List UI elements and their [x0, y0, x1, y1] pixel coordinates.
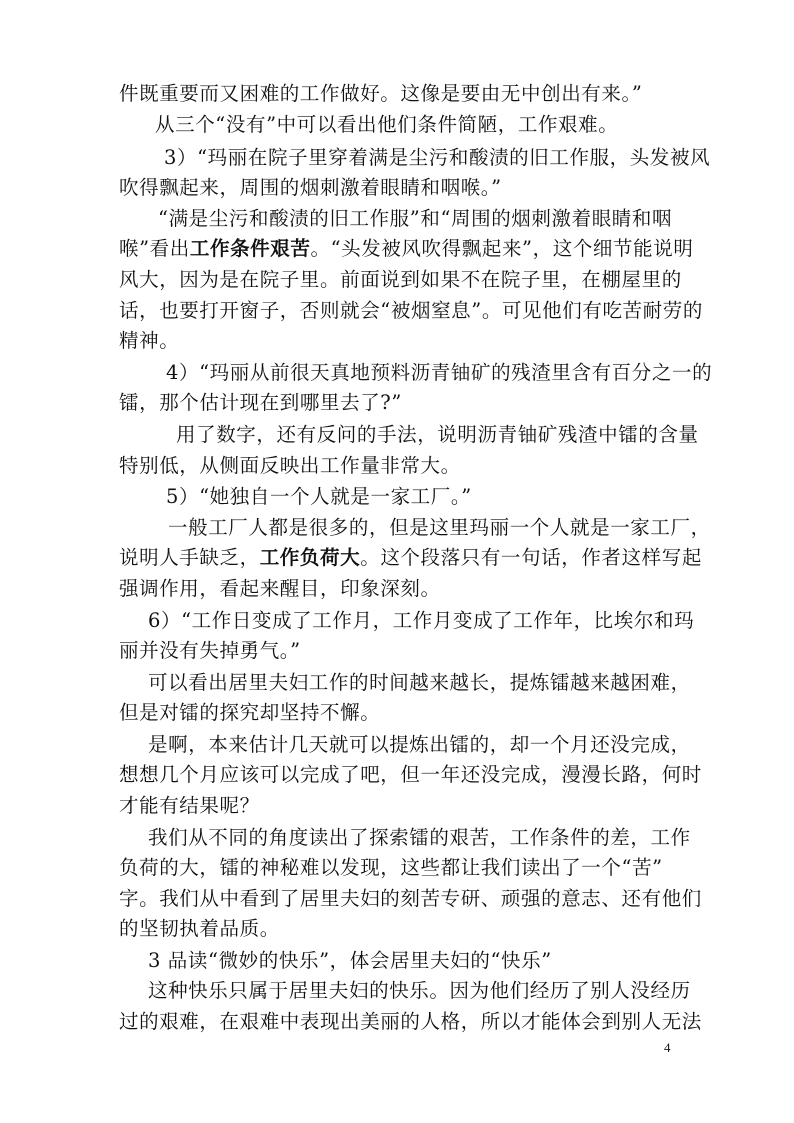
text-line [148, 979, 691, 1003]
text-line [119, 268, 682, 292]
text-run: 负荷的大，镭的神秘难以发现，这些都让我们读出了一个“苦” [119, 856, 663, 879]
text-line [119, 454, 461, 478]
text-run: “满是尘污和酸渍的旧工作服”和“周围的烟刺激着眼睛和咽 [158, 207, 673, 230]
text-run: 喉”看出 [119, 237, 190, 260]
text-line [119, 701, 380, 725]
text-line [119, 763, 702, 787]
text-line [148, 949, 552, 973]
text-run: 是啊，本来估计几天就可以提炼出镭的，却一个月还没完成， [148, 733, 691, 756]
text-line [119, 176, 502, 200]
text-run: 但是对镭的探究却坚持不懈。 [119, 701, 381, 724]
text-line [119, 639, 301, 663]
page-number: 4 [664, 1040, 671, 1055]
text-run: 想想几个月应该可以完成了吧，但一年还没完成，漫漫长路，何时 [119, 763, 702, 786]
text-run: 精神。 [119, 329, 180, 352]
bold-text: 工作负荷大 [259, 546, 361, 569]
text-run: 3 品读“微妙的快乐”，体会居里夫妇的“快乐” [148, 949, 552, 972]
text-run: 一般工厂人都是很多的，但是这里玛丽一个人就是一家工厂， [168, 516, 711, 539]
text-line [148, 609, 694, 633]
text-line [119, 82, 642, 106]
text-run: 吹得飘起来，周围的烟刺激着眼睛和咽喉。” [119, 176, 502, 199]
text-run: 从三个“没有”中可以看出他们条件简陋，工作艰难。 [155, 113, 619, 136]
text-line [158, 207, 672, 231]
text-run: 说明人手缺乏， [119, 546, 260, 569]
bold-text: 工作条件艰苦 [189, 237, 311, 260]
text-run: 强调作用，看起来醒目，印象深刻。 [119, 577, 441, 600]
text-line [119, 917, 280, 941]
text-line [166, 361, 712, 385]
text-run: 字。我们从中看到了居里夫妇的刻苦专研、顽强的意志、还有他们 [119, 887, 702, 910]
text-line [176, 423, 699, 447]
text-run: 风大，因为是在院子里。前面说到如果不在院子里，在棚屋里的 [119, 268, 682, 291]
text-run: 话，也要打开窗子，否则就会“被烟窒息”。可见他们有吃苦耐劳的 [119, 299, 703, 322]
text-run: 6）“工作日变成了工作月，工作月变成了工作年，比埃尔和玛 [148, 609, 695, 632]
text-run: 的坚韧执着品质。 [119, 917, 280, 940]
text-line [164, 146, 710, 170]
text-line [119, 391, 402, 415]
text-run: 丽并没有失掉勇气。” [119, 639, 301, 662]
text-run: 特别低，从侧面反映出工作量非常大。 [119, 454, 461, 477]
text-line [119, 1010, 702, 1034]
text-line [119, 887, 702, 911]
text-line [166, 485, 472, 509]
text-run: 这种快乐只属于居里夫妇的快乐。因为他们经历了别人没经历 [148, 979, 691, 1002]
text-run: 件既重要而又困难的工作做好。这像是要由无中创出有来。” [119, 82, 643, 105]
text-line [119, 299, 703, 323]
text-run: 4）“玛丽从前很天真地预料沥青铀矿的残渣里含有百分之一的 [166, 361, 713, 384]
text-run: 3）“玛丽在院子里穿着满是尘污和酸渍的旧工作服，头发被风 [164, 146, 711, 169]
text-line [148, 671, 691, 695]
text-line [119, 329, 179, 353]
text-line [119, 237, 693, 261]
text-run: 我们从不同的角度读出了探索镭的艰苦，工作条件的差，工作 [148, 826, 691, 849]
text-run: 5）“她独自一个人就是一家工厂。” [166, 485, 472, 508]
text-line [155, 113, 618, 137]
text-line [119, 856, 663, 880]
text-line [119, 577, 441, 601]
text-line [168, 516, 711, 540]
text-run: 。“头发被风吹得飘起来”，这个细节能说明 [310, 237, 694, 260]
text-run: 过的艰难，在艰难中表现出美丽的人格，所以才能体会到别人无法 [119, 1010, 702, 1033]
text-line [119, 794, 260, 818]
text-run: 用了数字，还有反问的手法，说明沥青铀矿残渣中镭的含量 [176, 423, 699, 446]
text-line [148, 733, 691, 757]
text-run: 可以看出居里夫妇工作的时间越来越长，提炼镭越来越困难， [148, 671, 691, 694]
text-run: 。这个段落只有一句话，作者这样写起 [360, 546, 702, 569]
text-line [148, 826, 691, 850]
text-run: 才能有结果呢？ [119, 794, 260, 817]
text-run: 镭，那个估计现在到哪里去了?” [119, 391, 402, 414]
text-line [119, 546, 702, 570]
